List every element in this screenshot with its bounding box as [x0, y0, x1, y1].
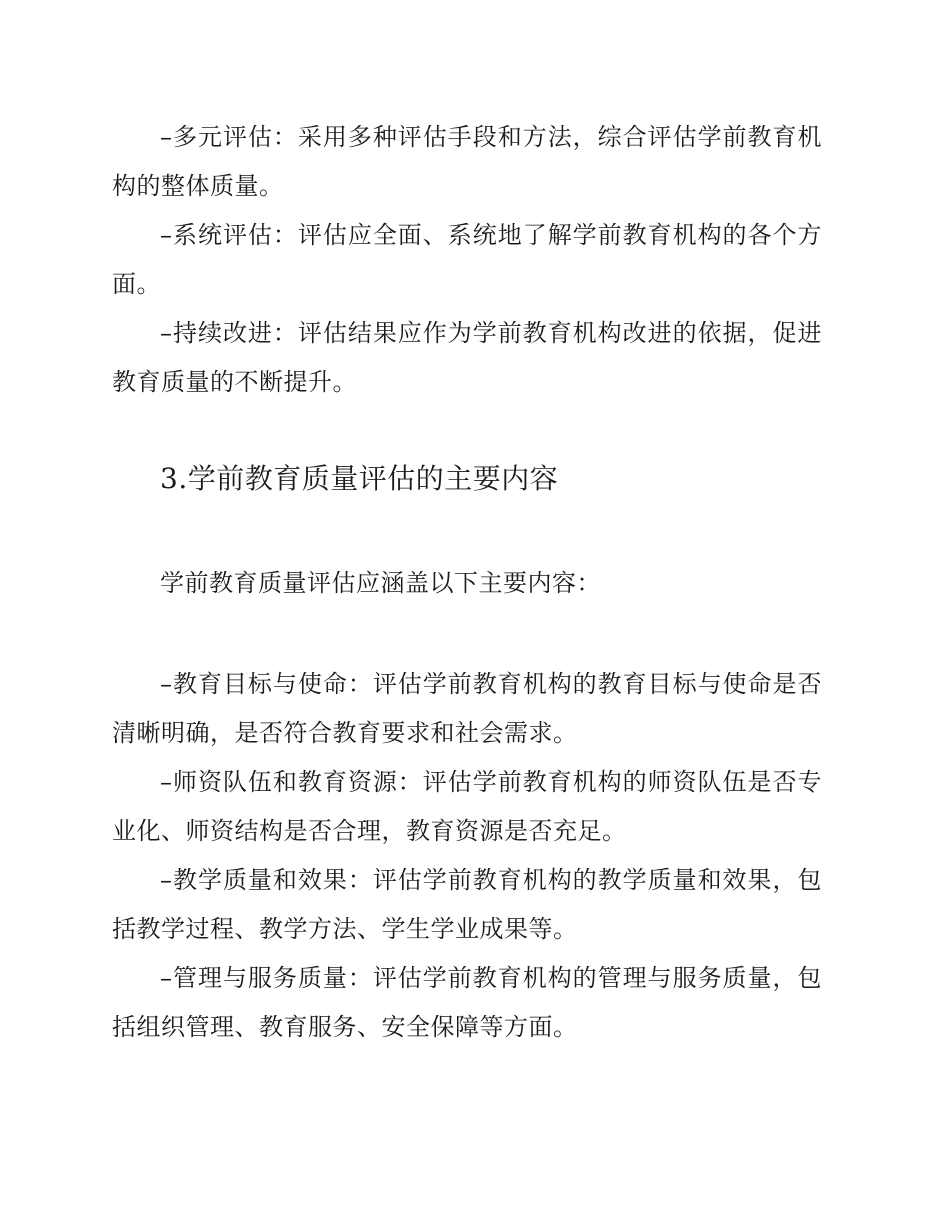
section-lead: 学前教育质量评估应涵盖以下主要内容：	[160, 569, 601, 597]
content-item-goals: –教育目标与使命：评估学前教育机构的教育目标与使命是否清晰明确，是否符合教育要求和社会需求。	[112, 670, 822, 747]
content-item-management: –管理与服务质量：评估学前教育机构的管理与服务质量，包括组织管理、教育服务、安全保障等方面。	[112, 964, 822, 1041]
section-heading: 3.学前教育质量评估的主要内容	[160, 462, 559, 495]
principle-continuous-improvement: –持续改进：评估结果应作为学前教育机构改进的依据，促进教育质量的不断提升。	[112, 319, 822, 396]
content-item-teachers: –师资队伍和教育资源：评估学前教育机构的师资队伍是否专业化、师资结构是否合理，教育资源是否充足。	[112, 768, 822, 845]
content-item-teaching-quality: –教学质量和效果：评估学前教育机构的教学质量和效果，包括教学过程、教学方法、学生学业成果等。	[112, 866, 822, 943]
principle-diverse-evaluation: –多元评估：采用多种评估手段和方法，综合评估学前教育机构的整体质量。	[112, 123, 822, 200]
principle-systematic-evaluation: –系统评估：评估应全面、系统地了解学前教育机构的各个方面。	[112, 221, 822, 298]
